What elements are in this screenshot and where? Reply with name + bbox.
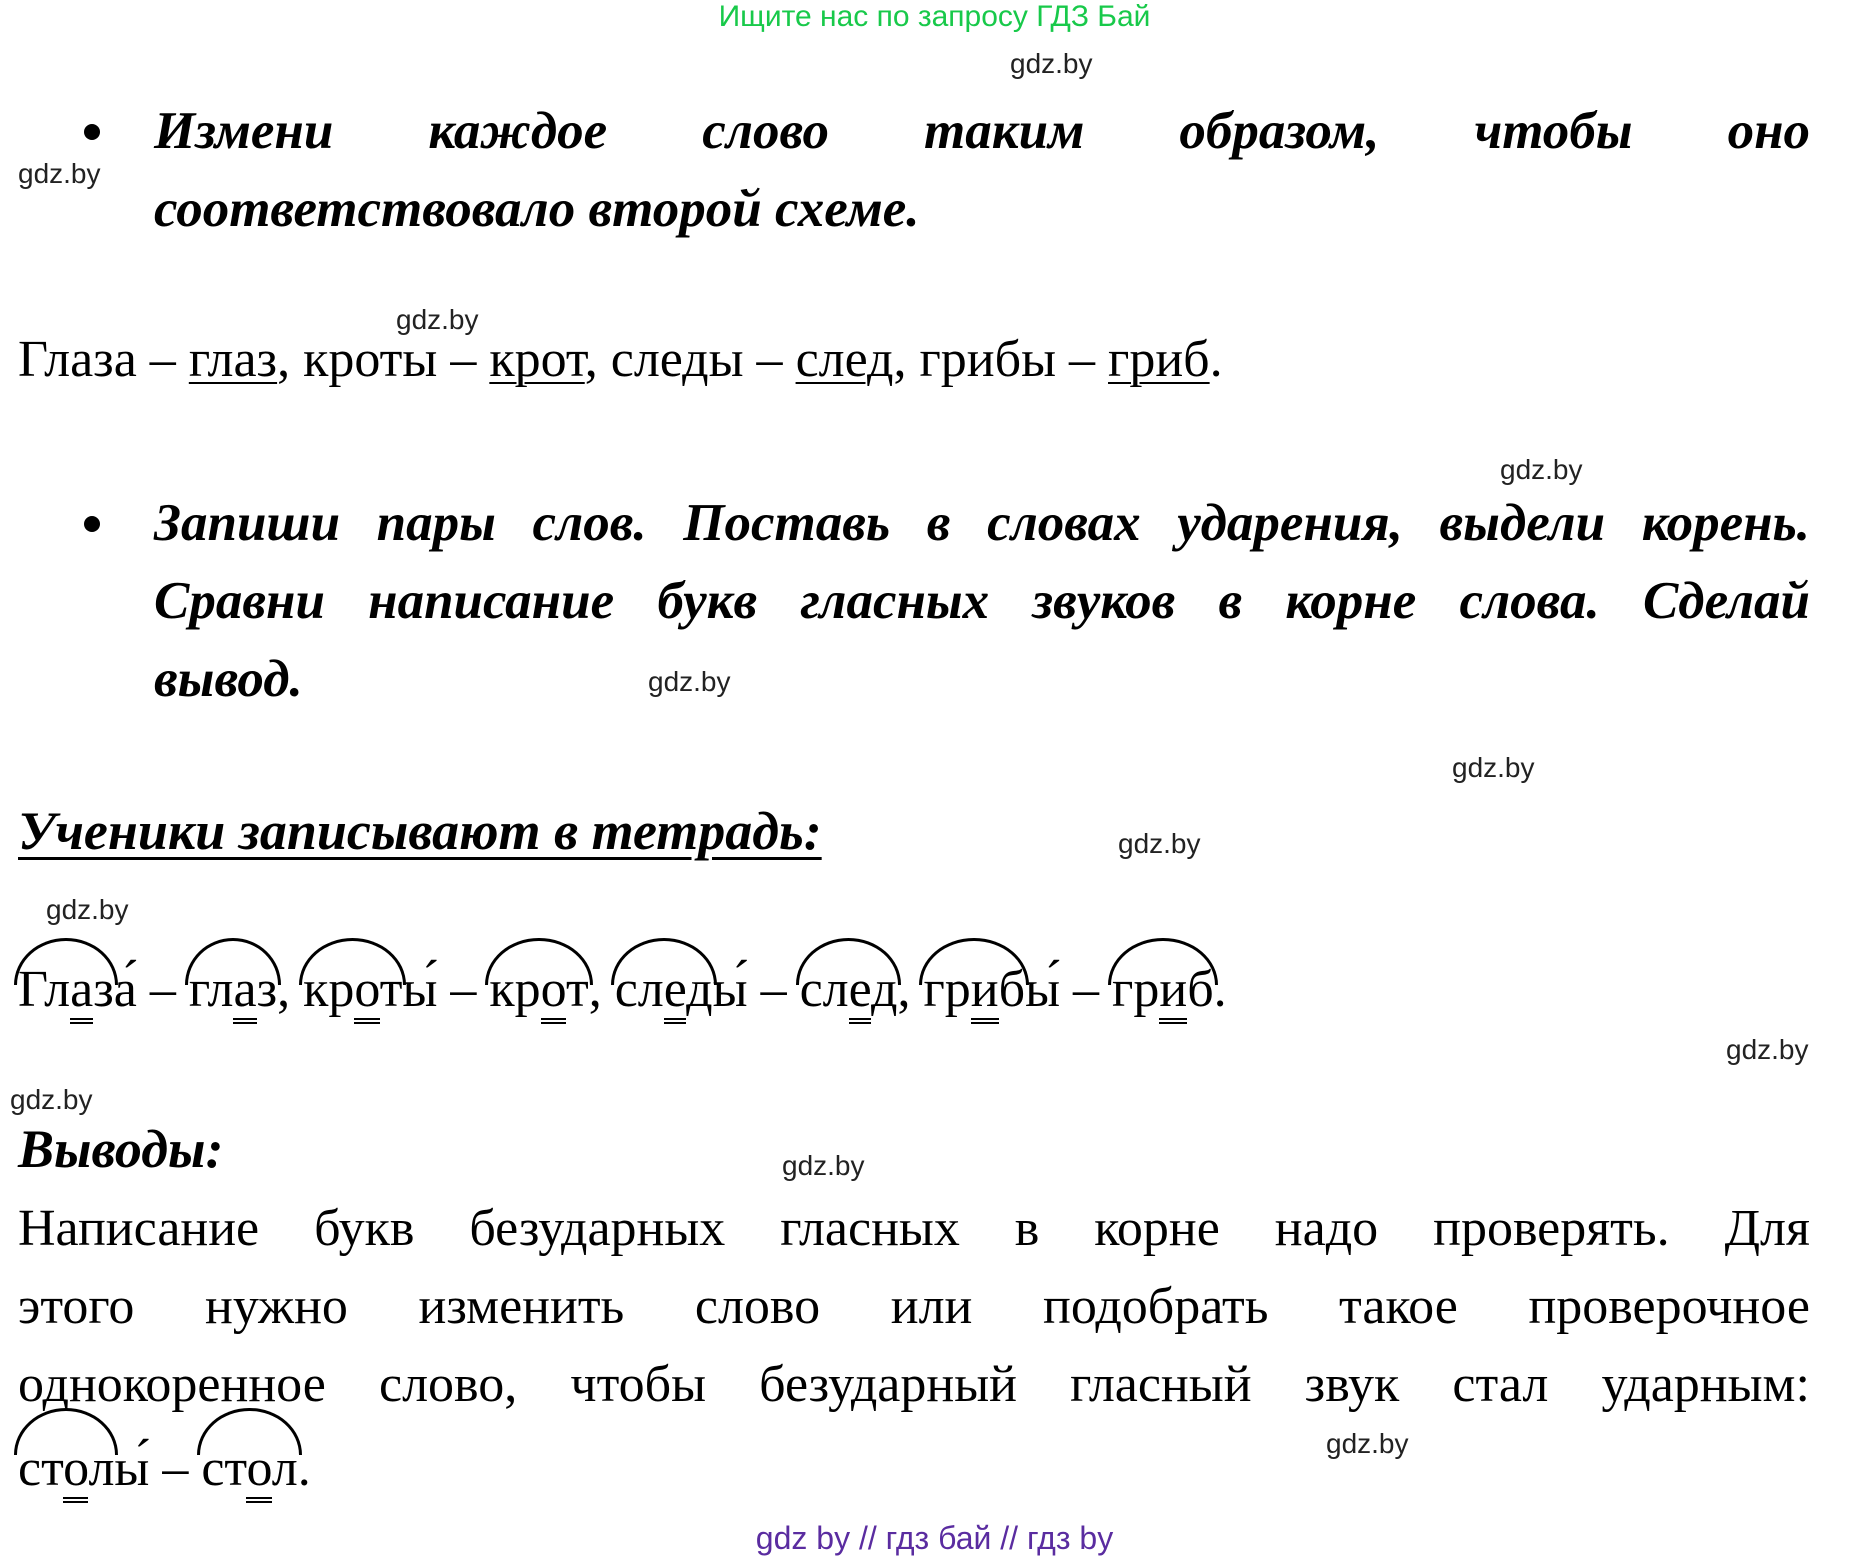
word: букв [657,572,758,630]
footer-links: gdz by // гдз бай // гдз by [755,1520,1114,1556]
text: – [149,1440,202,1497]
conclusion-example [18,1430,1810,1508]
root-arc [299,938,406,985]
root-word [923,960,1025,1020]
root-vowel: а [70,961,93,1024]
text: ст [201,1440,247,1497]
text: з [256,961,278,1018]
root-word [18,1430,114,1508]
watermark: gdz.by [1118,828,1201,859]
text: д [871,961,898,1018]
text: , [588,961,615,1018]
stressed-ending: ы ́ [114,1440,149,1497]
word: гласный [1070,1356,1252,1413]
text: . [1209,331,1223,388]
watermark: gdz.by [1010,48,1093,79]
root-word [303,960,402,1020]
task-2-line-3: вывод. [154,650,303,708]
stressed-ending: ы ́ [713,961,748,1018]
root-word: след [795,331,894,388]
task-2-line-2 [154,562,1810,640]
task-1 [154,92,1810,248]
word: этого [18,1278,135,1335]
root-word: гриб [1108,331,1210,388]
root-word [489,960,588,1020]
word: слово [702,102,829,160]
watermark: gdz.by [46,894,129,925]
watermark: gdz.by [1452,752,1535,783]
task-2-line-1 [154,484,1810,562]
root-vowel: и [971,961,999,1024]
text: Глаза – [18,331,189,388]
root-vowel: о [246,1440,271,1503]
text: – [747,961,800,1018]
word: чтобы [570,1356,707,1413]
answer-2-line [18,960,1227,1020]
text: з [93,961,114,1018]
word: в [1218,572,1243,630]
word: таким [924,102,1085,160]
section-heading [18,800,822,862]
word: нужно [205,1278,348,1335]
word: надо [1274,1200,1379,1257]
word: ударения, [1177,494,1403,552]
text: кр [303,961,355,1018]
answer-1-line [18,330,1223,390]
stressed-ending: а ́ [114,961,137,1018]
text: – [136,961,189,1018]
word: однокоренное [18,1356,326,1413]
word: слово [694,1278,821,1335]
task-2 [154,484,1810,718]
text: д [686,961,713,1018]
root-vowel: е [849,961,871,1024]
word: стал [1452,1356,1549,1413]
word: слов. [532,494,647,552]
word: чтобы [1474,102,1633,160]
bullet-icon [84,124,100,140]
watermark: gdz.by [782,1150,865,1181]
root-vowel: о [354,961,379,1024]
watermark: gdz.by [1500,454,1583,485]
word: звуков [1032,572,1176,630]
root-arc [611,938,717,985]
word: образом, [1179,102,1380,160]
watermark: gdz.by [1726,1034,1809,1065]
word: в [926,494,951,552]
text: ст [18,1440,64,1497]
root-vowel: о [63,1440,88,1503]
root-word [189,960,277,1020]
word: гласных [780,1200,960,1257]
root-word: крот [489,331,585,388]
word: словах [987,494,1141,552]
root-vowel: а [233,961,256,1024]
watermark: gdz.by [1326,1428,1409,1459]
conclusion-title: Выводы: [18,1119,224,1179]
root-arc [485,938,592,985]
root-word [1112,960,1214,1020]
word: букв [314,1200,415,1257]
text: , кроты – [277,331,490,388]
text: гр [923,961,971,1018]
word: Написание [18,1200,260,1257]
text: – [437,961,490,1018]
watermark: gdz.by [648,666,731,697]
root-arc [185,938,281,985]
text: , [897,961,924,1018]
word: изменить [418,1278,625,1335]
word: корне [1094,1200,1220,1257]
search-banner: Ищите нас по запросу ГДЗ Бай [718,0,1151,33]
word: проверять. [1433,1200,1670,1257]
word: Сделай [1642,572,1810,630]
conclusion-text [18,1190,1810,1508]
word: оно [1727,102,1810,160]
word: пары [376,494,496,552]
root-arc [1108,938,1218,985]
word: безударных [469,1200,726,1257]
text: гр [1112,961,1160,1018]
text: б [998,961,1026,1018]
word: Измени [154,102,334,160]
watermark: gdz.by [18,158,101,189]
word: проверочное [1528,1278,1810,1335]
word: гласных [800,572,990,630]
word: в [1014,1200,1040,1257]
word: Поставь [683,494,891,552]
text: сл [614,961,664,1018]
text: гл [188,961,234,1018]
text: сл [799,961,849,1018]
root-vowel: о [541,961,566,1024]
root-word [615,960,713,1020]
task-1-line-1 [154,92,1810,170]
text: – [1060,961,1113,1018]
word: безударный [759,1356,1017,1413]
root-word: глаз [188,331,278,388]
word: слова. [1459,572,1600,630]
text: т [565,961,589,1018]
word: корне [1285,572,1417,630]
text: л [271,1440,298,1497]
text: , [277,961,304,1018]
root-arc [14,938,118,985]
text: кр [489,961,541,1018]
watermark: gdz.by [10,1084,93,1115]
conclusion-line-2 [18,1268,1810,1346]
text: б [1187,961,1214,1018]
conclusion-line-3 [18,1346,1810,1424]
bullet-icon [84,516,100,532]
word: или [890,1278,973,1335]
word: слово, [379,1356,518,1413]
heading-text: Ученики записывают в тетрадь: [18,801,822,861]
stressed-ending: ы ́ [1025,961,1060,1018]
conclusion-line-1 [18,1190,1810,1268]
text: , грибы – [893,331,1109,388]
text: . [1213,961,1227,1018]
word: Для [1724,1200,1810,1257]
root-arc [919,938,1029,985]
word: Сравни [154,572,325,630]
word: написание [368,572,615,630]
root-vowel: е [664,961,686,1024]
word: звук [1304,1356,1400,1413]
root-word [800,960,898,1020]
watermark: gdz.by [396,304,479,335]
root-arc [796,938,902,985]
word: выдели [1439,494,1606,552]
text: л [88,1440,115,1497]
stressed-ending: ы ́ [402,961,437,1018]
root-vowel: и [1159,961,1187,1024]
word: ударным: [1601,1356,1810,1413]
text: , следы – [584,331,796,388]
root-word [201,1430,297,1508]
word: корень. [1641,494,1810,552]
word: подобрать [1042,1278,1269,1335]
text: т [379,961,403,1018]
task-1-line-2: соответствовало второй схеме. [154,180,920,238]
root-word: Глаз [18,960,114,1020]
word: каждое [428,102,608,160]
word: Запиши [154,494,341,552]
text: . [297,1440,311,1497]
word: такое [1339,1278,1458,1335]
